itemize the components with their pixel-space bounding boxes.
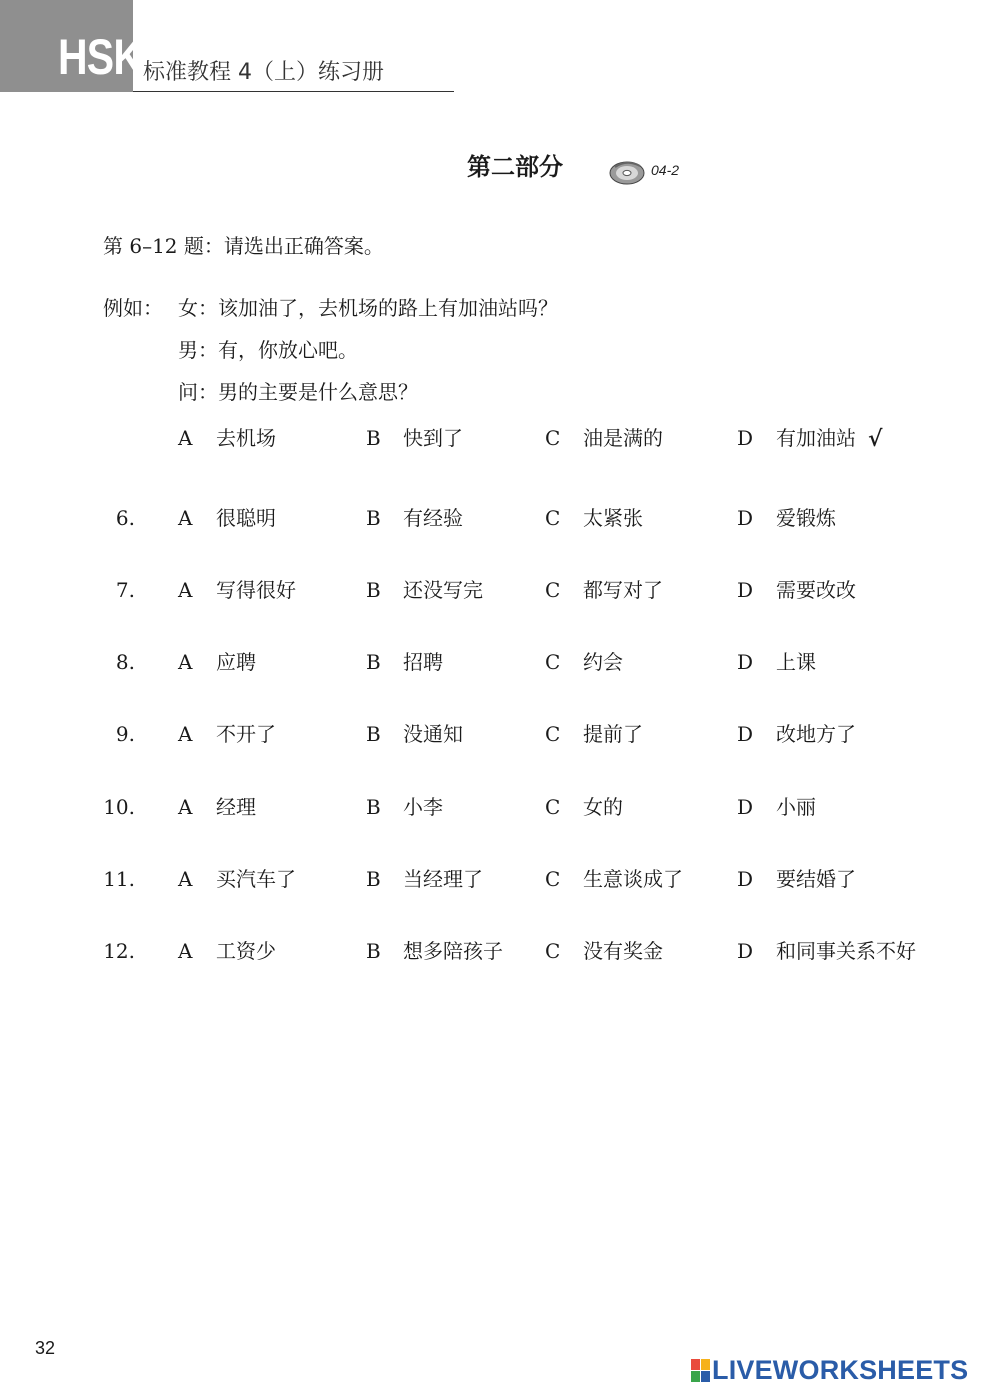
question-number: 6. [115,506,135,530]
question-number: 11. [103,867,135,891]
option-text[interactable]: 想多陪孩子 [403,939,503,963]
option-letter: B [366,795,381,819]
option-letter: B [366,426,381,450]
option-letter: C [545,650,561,674]
header-rule [133,91,454,92]
option-text[interactable]: 快到了 [403,426,463,450]
option-text[interactable]: 还没写完 [403,578,483,602]
option-text[interactable]: 小丽 [776,795,816,819]
example-label: 例如： [103,296,163,320]
liveworksheets-watermark [690,1356,990,1388]
option-text[interactable]: 太紧张 [583,506,643,530]
liveworksheets-logo-icon [690,1358,712,1384]
option-letter: D [737,722,754,746]
option-text[interactable]: 不开了 [216,722,276,746]
question-number: 9. [115,722,135,746]
option-text[interactable]: 油是满的 [583,426,663,450]
option-letter: A [178,426,193,450]
book-title: 标准教程 4（上）练习册 [143,60,384,85]
option-text[interactable]: 女的 [583,795,623,819]
option-letter: D [737,939,754,963]
option-text[interactable]: 经理 [216,795,256,819]
option-letter: B [366,867,381,891]
option-letter: B [366,506,381,530]
option-text[interactable]: 当经理了 [403,867,483,891]
option-letter: B [366,650,381,674]
option-letter: C [545,426,561,450]
option-letter: A [178,722,193,746]
option-letter: B [366,722,381,746]
option-letter: A [178,578,193,602]
option-text[interactable]: 约会 [583,650,623,674]
option-text[interactable]: 生意谈成了 [583,867,683,891]
option-letter: B [366,939,381,963]
checkmark-icon: √ [868,426,883,452]
series-logo: HSK [58,29,143,85]
option-letter: A [178,939,193,963]
option-text[interactable]: 去机场 [216,426,276,450]
question-number: 12. [103,939,135,963]
option-text[interactable]: 提前了 [583,722,643,746]
option-text[interactable]: 改地方了 [776,722,856,746]
page-number: 32 [35,1338,56,1358]
option-letter: C [545,506,561,530]
option-text[interactable]: 招聘 [403,650,443,674]
question-number: 8. [115,650,135,674]
option-text[interactable]: 有经验 [403,506,463,530]
option-text[interactable]: 工资少 [216,939,276,963]
option-letter: B [366,578,381,602]
option-text[interactable]: 上课 [776,650,816,674]
option-letter: D [737,795,754,819]
option-letter: C [545,795,561,819]
option-text[interactable]: 写得很好 [216,578,296,602]
option-text[interactable]: 没通知 [403,722,463,746]
option-letter: C [545,578,561,602]
section-title: 第二部分 [467,153,563,181]
example-dialogue-woman: 女：该加油了，去机场的路上有加油站吗？ [178,296,558,320]
option-letter: A [178,867,193,891]
instruction: 第 6–12 题：请选出正确答案。 [103,234,384,258]
option-letter: D [737,506,754,530]
option-text[interactable]: 和同事关系不好 [776,939,916,963]
option-letter: D [737,426,754,450]
option-text[interactable]: 需要改改 [776,578,856,602]
option-letter: D [737,578,754,602]
question-number: 10. [103,795,135,819]
option-letter: D [737,867,754,891]
example-dialogue-man: 男：有，你放心吧。 [178,338,358,362]
question-number: 7. [115,578,135,602]
option-letter: C [545,722,561,746]
watermark-text: LIVEWORKSHEETS [712,1355,969,1385]
audio-track-label: 04-2 [651,162,680,178]
option-text[interactable]: 都写对了 [583,578,663,602]
option-text[interactable]: 小李 [403,795,443,819]
cd-icon[interactable] [607,155,647,187]
option-text[interactable]: 买汽车了 [216,867,296,891]
option-letter: C [545,867,561,891]
option-letter: A [178,506,193,530]
option-letter: C [545,939,561,963]
example-question: 问：男的主要是什么意思？ [178,380,418,404]
option-text[interactable]: 有加油站 [776,426,856,450]
option-text[interactable]: 很聪明 [216,506,276,530]
option-text[interactable]: 没有奖金 [583,939,663,963]
option-text[interactable]: 应聘 [216,650,256,674]
option-text[interactable]: 要结婚了 [776,867,856,891]
option-letter: A [178,795,193,819]
option-text[interactable]: 爱锻炼 [776,506,836,530]
option-letter: A [178,650,193,674]
option-letter: D [737,650,754,674]
